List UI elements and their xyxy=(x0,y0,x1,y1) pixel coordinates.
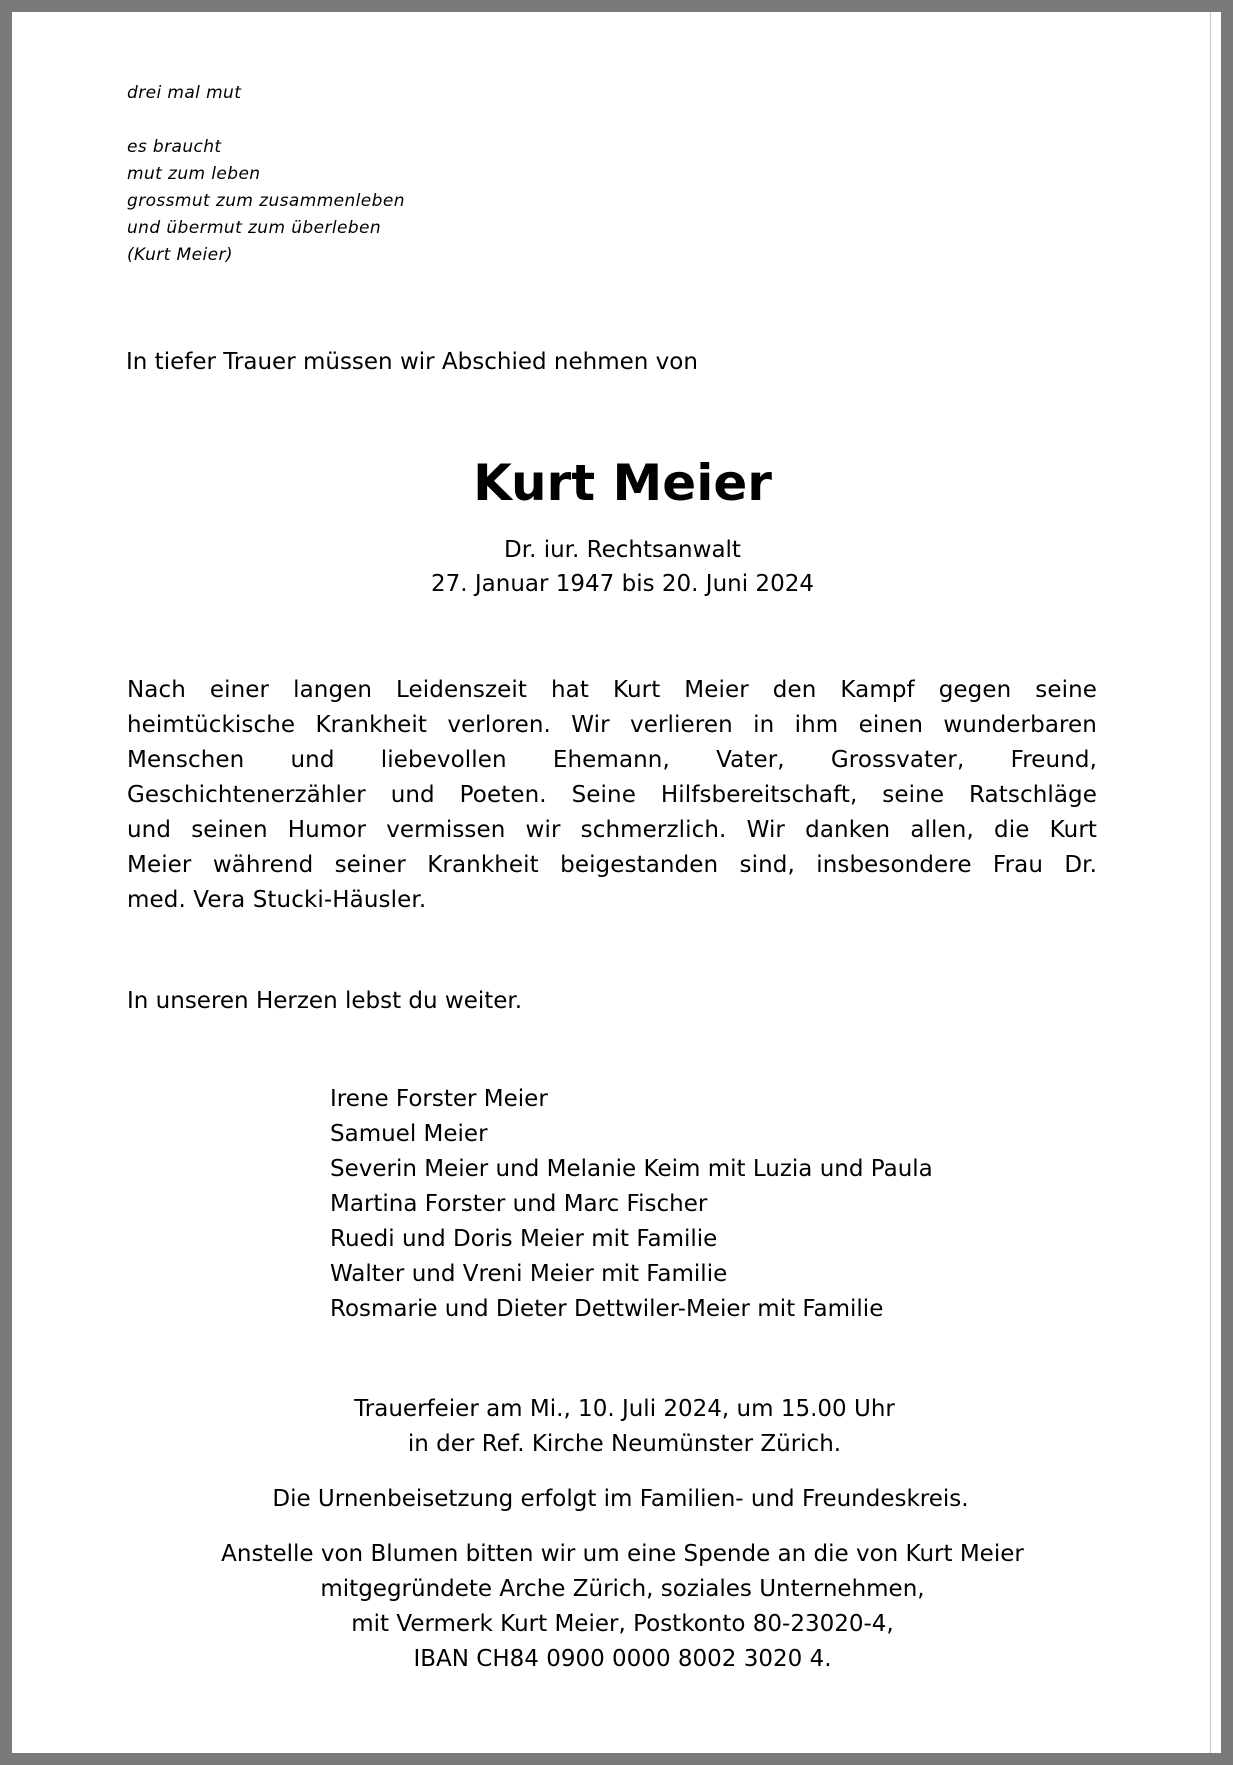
family-member: Irene Forster Meier xyxy=(330,1086,548,1112)
service-info xyxy=(8,1392,1233,1462)
service-line: in der Ref. Kirche Neumünster Zürich. xyxy=(407,1431,842,1457)
poem xyxy=(127,80,405,269)
donation-line: IBAN CH84 0900 0000 8002 3020 4. xyxy=(413,1646,832,1672)
poem-line: grossmut zum zusammenleben xyxy=(127,191,405,211)
body-line: Nach einer langen Leidenszeit hat Kurt Meier den Kampf gegen seine xyxy=(127,677,1097,703)
service-line: Trauerfeier am Mi., 10. Juli 2024, um 15.00 Uhr xyxy=(354,1396,895,1422)
closing-line: In unseren Herzen lebst du weiter. xyxy=(127,988,523,1014)
body-line: med. Vera Stucki-Häusler. xyxy=(127,887,427,913)
poem-attribution: (Kurt Meier) xyxy=(127,245,233,265)
family-list xyxy=(330,1082,933,1327)
donation-line: mitgegründete Arche Zürich, soziales Unternehmen, xyxy=(320,1576,925,1602)
poem-line: mut zum leben xyxy=(127,164,261,184)
body-line: Menschen und liebevollen Ehemann, Vater, Grossvater, Freund, xyxy=(127,747,1097,773)
deceased-profession: Dr. iur. Rechtsanwalt xyxy=(504,537,741,563)
urn-line: Die Urnenbeisetzung erfolgt im Familien- und Freundeskreis. xyxy=(272,1486,969,1512)
family-member: Samuel Meier xyxy=(330,1121,488,1147)
deceased-dates: 27. Januar 1947 bis 20. Juni 2024 xyxy=(431,571,814,597)
poem-line: es braucht xyxy=(127,137,222,157)
obituary-body xyxy=(127,673,1097,918)
family-member: Walter und Vreni Meier mit Familie xyxy=(330,1261,728,1287)
donation-info xyxy=(6,1537,1233,1677)
urn-info xyxy=(4,1482,1233,1517)
body-line: und seinen Humor vermissen wir schmerzlich. Wir danken allen, die Kurt xyxy=(127,817,1097,843)
deceased-name: Kurt Meier xyxy=(473,454,772,512)
body-line: Geschichtenerzähler und Poeten. Seine Hilfsbereitschaft, seine Ratschläge xyxy=(127,782,1097,808)
intro-text: In tiefer Trauer müssen wir Abschied nehmen von xyxy=(126,349,698,375)
poem-title: drei mal mut xyxy=(127,83,242,103)
family-member: Severin Meier und Melanie Keim mit Luzia und Paula xyxy=(330,1156,933,1182)
family-member: Rosmarie und Dieter Dettwiler-Meier mit Familie xyxy=(330,1296,884,1322)
body-line: Meier während seiner Krankheit beigestanden sind, insbesondere Frau Dr. xyxy=(127,852,1097,878)
deceased-details xyxy=(6,533,1233,601)
donation-line: mit Vermerk Kurt Meier, Postkonto 80-23020-4, xyxy=(351,1611,894,1637)
family-member: Ruedi und Doris Meier mit Familie xyxy=(330,1226,718,1252)
poem-spacer xyxy=(127,107,405,134)
poem-line: und übermut zum überleben xyxy=(127,218,382,238)
donation-line: Anstelle von Blumen bitten wir um eine Spende an die von Kurt Meier xyxy=(221,1541,1024,1567)
body-line: heimtückische Krankheit verloren. Wir verlieren in ihm einen wunderbaren xyxy=(127,712,1097,738)
family-member: Martina Forster und Marc Fischer xyxy=(330,1191,708,1217)
